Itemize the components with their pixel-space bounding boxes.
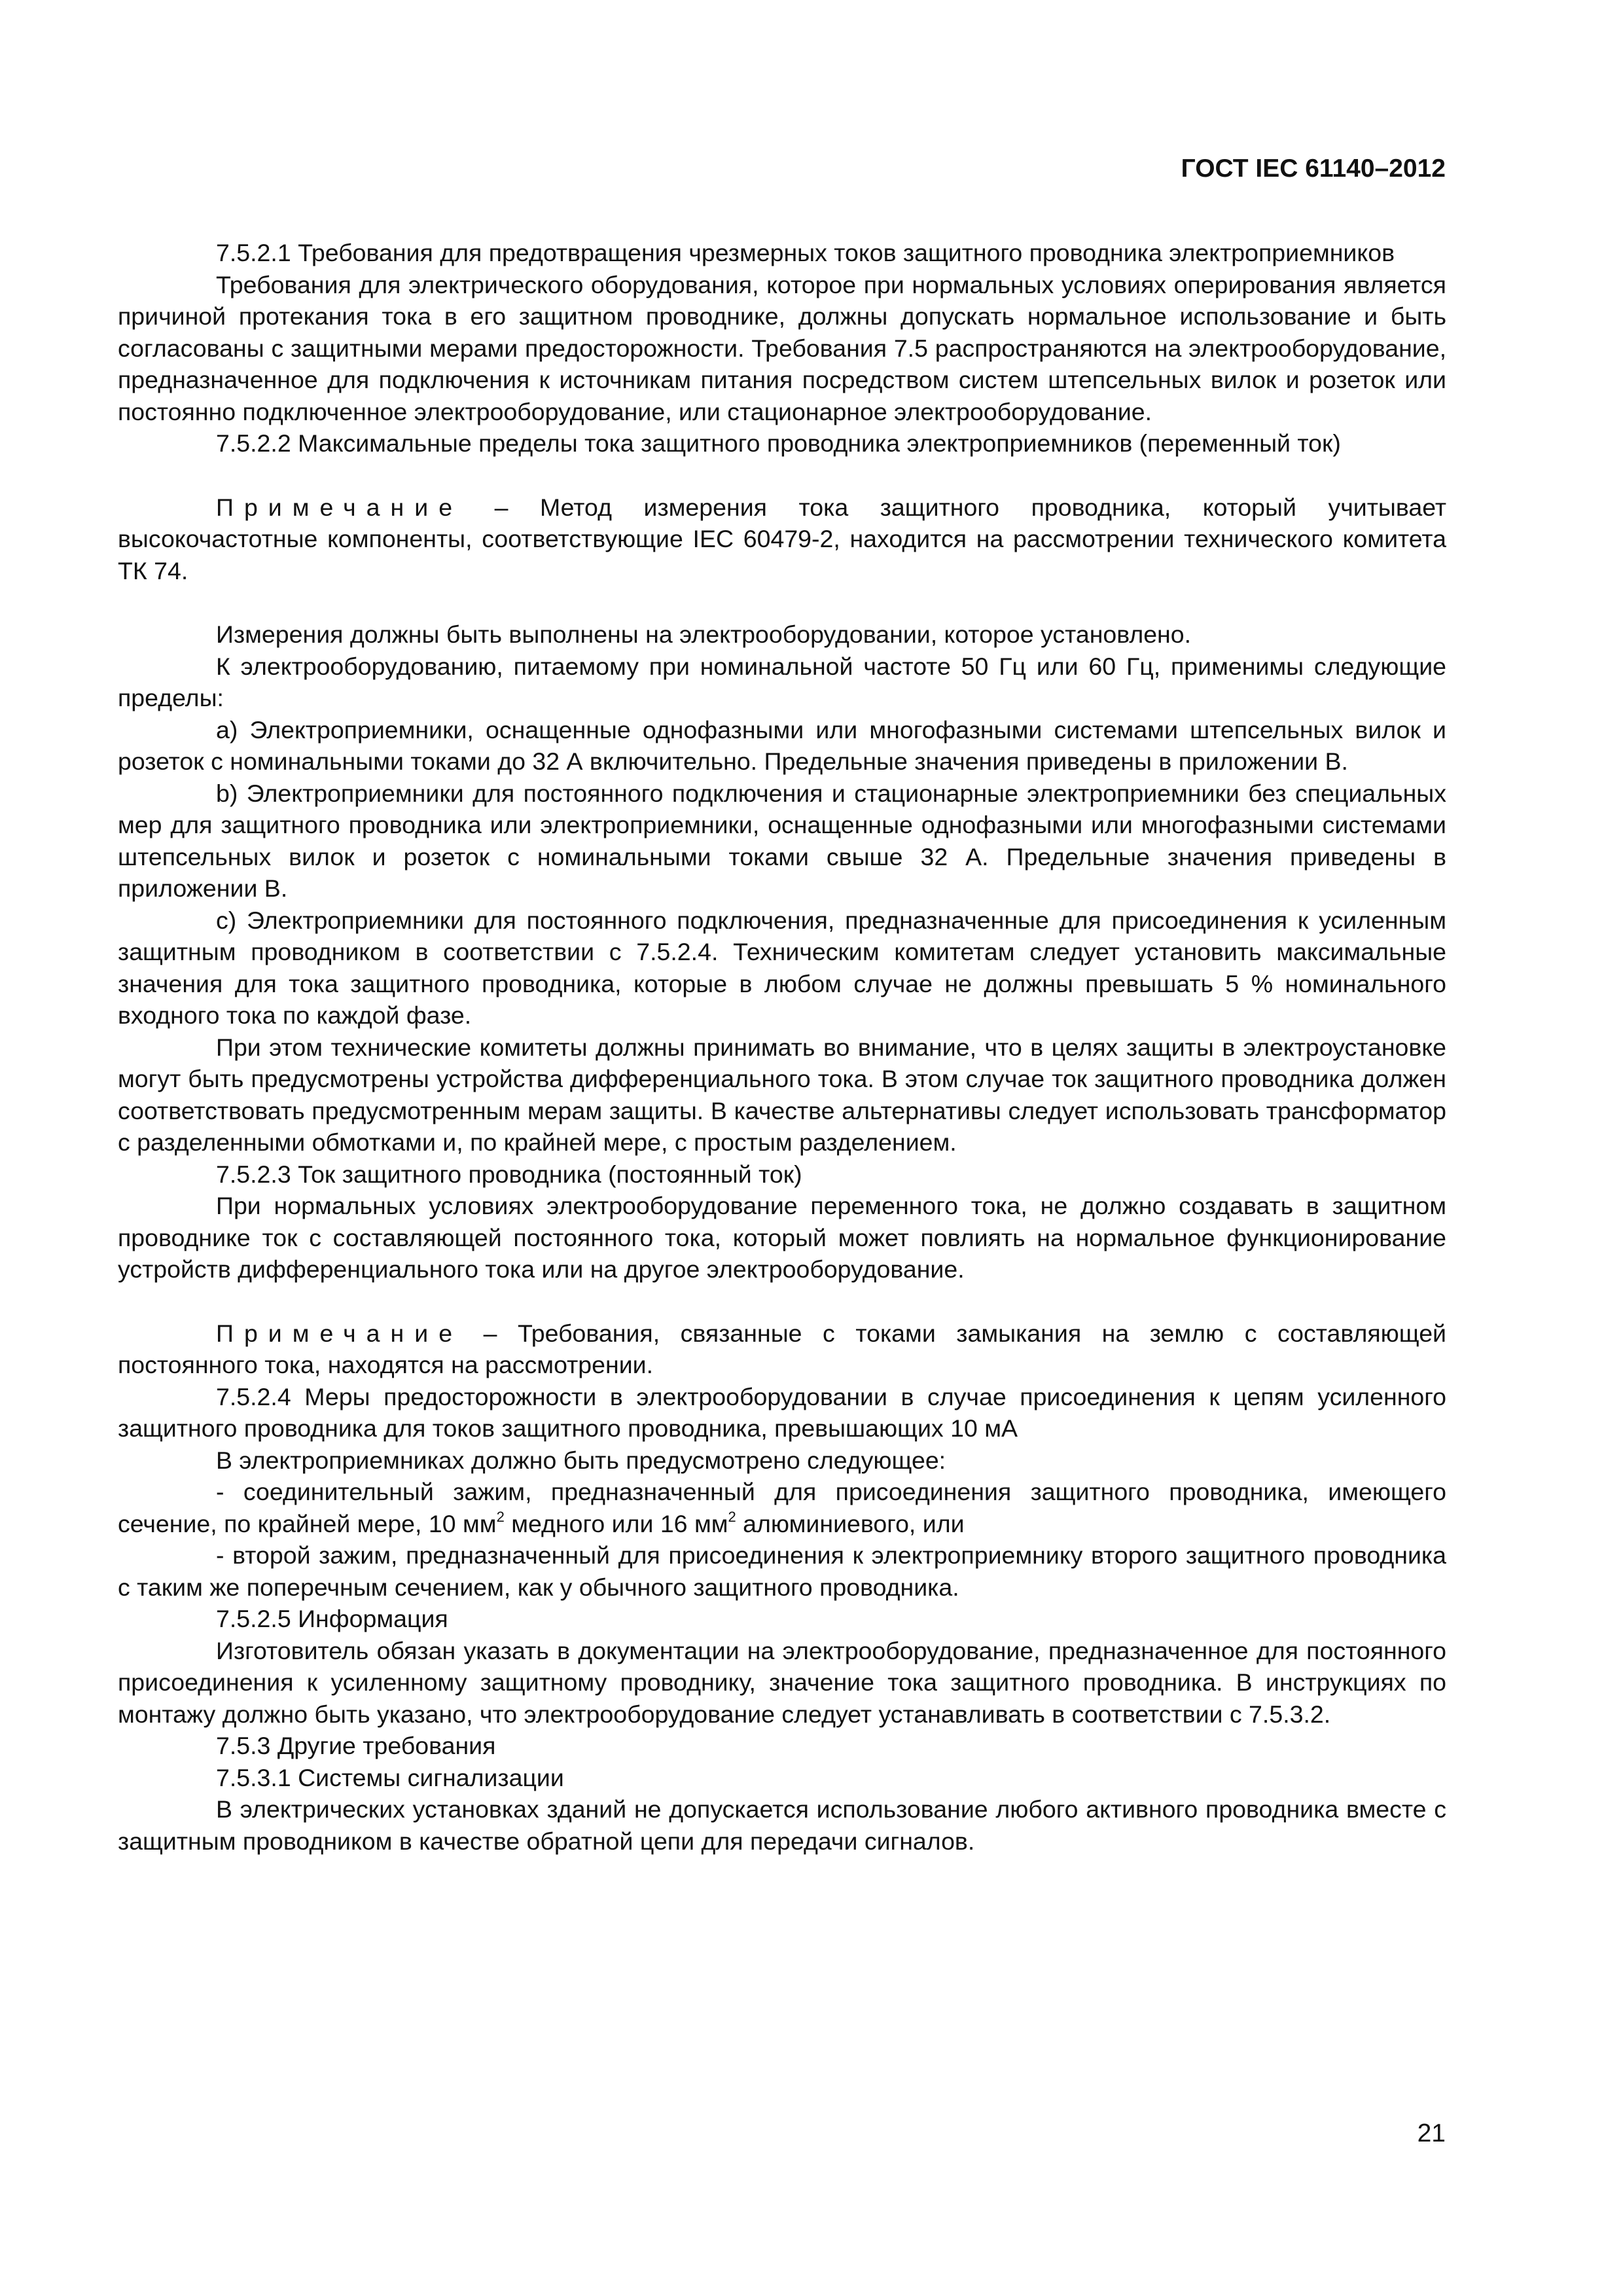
note-2 bbox=[118, 1318, 1446, 1381]
clause-7-5-2-1-heading: 7.5.2.1 Требования для предотвращения чрезмерных токов защитного проводника электроприемников bbox=[216, 239, 1395, 266]
list-item-c: c) Электроприемники для постоянного подключения, предназначенные для присоединения к усиленным защитным проводником в соответствии с 7.5.2.4. Техническим комитетам следует установить максимальные значения для тока защитного проводника, которые в любом случае не должны превышать 5 % номинального входного тока по каждой фазе. bbox=[118, 906, 1446, 1029]
limits-intro-paragraph: К электрооборудованию, питаемому при номинальной частоте 50 Гц или 60 Гц, применимы следующие пределы: bbox=[118, 652, 1446, 711]
dash-item-terminal bbox=[118, 1476, 1446, 1539]
list-item-a: a) Электроприемники, оснащенные однофазными или многофазными системами штепсельных вилок и розеток с номинальными токами до 32 А включительно. Предельные значения приведены в приложении В. bbox=[118, 715, 1446, 775]
clause-7-5-2-2-heading: 7.5.2.2 Максимальные пределы тока защитного проводника электроприемников (переменный ток) bbox=[216, 429, 1341, 457]
note-2-label: Примечание bbox=[216, 1319, 463, 1347]
note-1-label: Примечание bbox=[216, 493, 463, 521]
clause-7-5-3-heading: 7.5.3 Другие требования bbox=[216, 1732, 496, 1759]
page-number: 21 bbox=[1417, 2119, 1446, 2147]
dash-item-terminal-part-1: - соединительный зажим, предназначенный для присоединения защитного проводника, имеющего сечение, по крайней мере, 10 мм bbox=[118, 1478, 1446, 1537]
note-1-text: – Метод измерения тока защитного проводника, который учитывает высокочастотные компоненты, соответствующие IEC 60479-2, находится на рассмотрении технического комитета ТК 74. bbox=[118, 493, 1446, 584]
clause-7-5-2-4-heading: 7.5.2.4 Меры предосторожности в электрооборудовании в случае присоединения к цепям усиленного защитного проводника для токов защитного проводника, превышающих 10 мА bbox=[118, 1382, 1446, 1442]
note-1 bbox=[118, 492, 1446, 587]
list-item-b: b) Электроприемники для постоянного подключения и стационарные электроприемники без специальных мер для защитного проводника или электроприемники, оснащенные однофазными или многофазными системами штепсельных вилок и розеток с номинальными токами свыше 32 А. Предельные значения приведены в приложении В. bbox=[118, 779, 1446, 902]
clause-7-5-2-4-intro: В электроприемниках должно быть предусмотрено следующее: bbox=[216, 1446, 946, 1474]
clause-7-5-2-5-text: Изготовитель обязан указать в документации на электрооборудование, предназначенное для постоянного присоединения к усиленному защитному проводнику, значение тока защитного проводника. В инструкциях по монтажу должно быть указано, что электрооборудование следует устанавливать в соответствии с 7.5.3.2. bbox=[118, 1636, 1446, 1728]
clause-7-5-2-3-heading: 7.5.2.3 Ток защитного проводника (постоянный ток) bbox=[216, 1160, 802, 1188]
note-2-text: – Требования, связанные с токами замыкания на землю с составляющей постоянного тока, находятся на рассмотрении. bbox=[118, 1319, 1446, 1378]
document-header-standard: ГОСТ IEC 61140–2012 bbox=[1181, 154, 1446, 183]
technical-committees-paragraph: При этом технические комитеты должны принимать во внимание, что в целях защиты в электроустановке могут быть предусмотрены устройства дифференциального тока. В этом случае ток защитного проводника должен соответствовать предусмотренным мерам защиты. В качестве альтернативы следует использовать трансформатор с разделенными обмотками и, по крайней мере, с простым разделением. bbox=[118, 1033, 1446, 1156]
clause-7-5-2-5-heading: 7.5.2.5 Информация bbox=[216, 1605, 448, 1632]
dash-item-terminal-part-3: алюминиевого, или bbox=[736, 1509, 965, 1537]
clause-7-5-3-1-heading: 7.5.3.1 Системы сигнализации bbox=[216, 1763, 564, 1791]
dash-item-second-terminal: - второй зажим, предназначенный для присоединения к электроприемнику второго защитного проводника с таким же поперечным сечением, как у обычного защитного проводника. bbox=[118, 1541, 1446, 1601]
dash-item-terminal-part-2: медного или 16 мм bbox=[504, 1509, 728, 1537]
superscript-mm2-1: 2 bbox=[496, 1508, 505, 1525]
document-body bbox=[118, 237, 1446, 1857]
clause-7-5-2-1-text: Требования для электрического оборудования, которое при нормальных условиях оперирования является причиной протекания тока в его защитном проводнике, должны допускать нормальное использование и быть согласованы с защитными мерами предосторожности. Требования 7.5 распространяются на электрооборудование, предназначенное для подключения к источникам питания посредством систем штепсельных вилок и розеток или постоянно подключенное электрооборудование, или стационарное электрооборудование. bbox=[118, 270, 1446, 425]
superscript-mm2-2: 2 bbox=[728, 1508, 736, 1525]
clause-7-5-2-3-text: При нормальных условиях электрооборудование переменного тока, не должно создавать в защитном проводнике ток с составляющей постоянного тока, который может повлиять на нормальное функционирование устройств дифференциального тока или на другое электрооборудование. bbox=[118, 1192, 1446, 1283]
clause-7-5-3-1-text: В электрических установках зданий не допускается использование любого активного проводника вместе с защитным проводником в качестве обратной цепи для передачи сигналов. bbox=[118, 1795, 1446, 1855]
measurement-paragraph: Измерения должны быть выполнены на электрооборудовании, которое установлено. bbox=[216, 620, 1192, 648]
